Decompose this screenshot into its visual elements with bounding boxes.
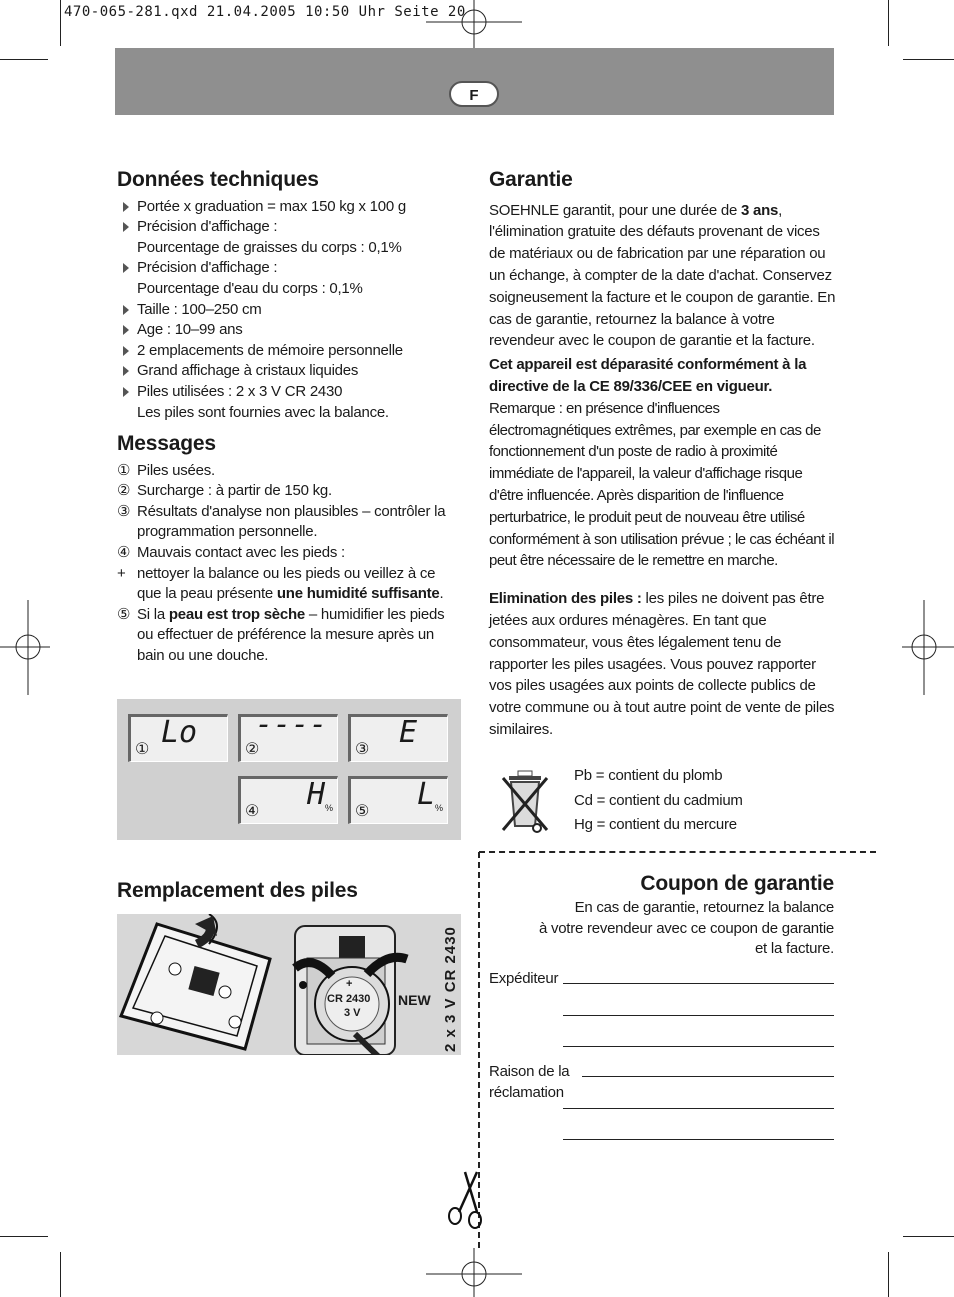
lcd-display: L ⑤ % [348,776,448,824]
lcd-display: H ④ % [238,776,338,824]
message-item: ① Piles usées. [117,461,215,479]
list-item: 2 emplacements de mémoire personnelle [117,341,462,362]
lead-note: Pb = contient du plomb [574,767,723,784]
heavy-metals-list [574,764,743,838]
guarantee-section [489,170,836,741]
coupon-instructions [489,898,834,960]
sender-label: Expéditeur [489,970,559,987]
cell-plus: + [346,978,353,990]
message-item: ③ Résultats d'analyse non plausibles – contrôler la programmation personnelle. [117,502,446,541]
cell-voltage: 3 V [344,1007,361,1019]
guarantee-title: Garantie [489,168,573,191]
coupon-title: Coupon de garantie [640,872,834,895]
coupon-line: En cas de garantie, retournez la balance [574,899,834,916]
message-item: ⑤ Si la peau est trop sèche – humidifier les pieds ou effectuer de préférence la mesure après un bain ou une douche. [117,605,445,664]
reason-label-line: Raison de la [489,1063,570,1080]
crossed-bin-icon [499,768,553,834]
registration-mark-bottom [424,1248,524,1297]
sender-field-line[interactable] [563,983,834,984]
language-badge: F [449,81,499,107]
guarantee-text: SOEHNLE garantit, pour une durée de 3 ans, l'élimination gratuite des défauts provenant de vices de matériaux ou de fabrication par une réparation ou un échange, à compter de la date d'achat. Conservez soigneusement la facture et le coupon de garantie. En cas de garantie, retournez la balance à votre revendeur avec le coupon de garantie et la facture. [489,201,836,350]
scissors-icon [443,1168,483,1230]
messages-section [117,434,462,667]
messages-list [117,461,462,667]
remark-text: Remarque : en présence d'influences électromagnétiques extrêmes, par exemple en cas de fonctionnement d'un poste de radio à proximité immédiate de l'appareil, la valeur d'affichage risque d'être influencée. Après disparition de l'influence perturbatrice, le produit peut de nouveau être utilisé conformément à son utilisation prévue ; le cas échéant il peut être nécessaire de le remettre en marche. [489,399,835,570]
technical-section [117,170,462,423]
cut-line-horizontal [479,851,876,853]
display-illustration [117,699,461,840]
reason-field-line[interactable] [563,1139,834,1140]
message-item: + nettoyer la balance ou les pieds ou veillez à ce que la peau présente une humidité suffisante. [117,564,444,603]
cadmium-note: Cd = contient du cadmium [574,791,743,809]
messages-title: Messages [117,432,216,455]
list-item: Précision d'affichage : Pourcentage de graisses du corps : 0,1% [117,217,462,258]
sender-field-line[interactable] [563,1046,834,1047]
lcd-display: Lo ① [128,714,228,762]
battery-illustration [117,914,461,1055]
list-item: Portée x graduation = max 150 kg x 100 g [117,197,462,218]
reason-field-line[interactable] [563,1108,834,1109]
technical-title: Données techniques [117,168,319,191]
new-label: NEW [398,992,431,1008]
reason-label-line: réclamation [489,1083,564,1101]
registration-mark-top [424,0,524,50]
battery-compartment-icon [117,914,461,1055]
coupon-line: à votre revendeur avec ce coupon de garantie [538,919,834,937]
print-slug: 470-065-281.qxd 21.04.2005 10:50 Uhr Seite 20 [64,4,466,20]
technical-list [117,197,462,424]
list-item: Taille : 100–250 cm [117,300,462,321]
side-label-box [442,919,458,1052]
reason-label [489,1062,569,1103]
message-item: ④ Mauvais contact avec les pieds : [117,543,345,561]
coupon-line: et la facture. [754,940,834,957]
mercury-note: Hg = contient du mercure [574,816,737,833]
registration-mark-left [0,600,50,695]
battery-side-label: 2 x 3 V CR 2430 [442,926,459,1052]
list-item: Age : 10–99 ans [117,320,462,341]
cell-type: CR 2430 [327,993,371,1005]
lcd-display: ---- ② [238,714,338,762]
sender-field-line[interactable] [563,1015,834,1016]
message-item: ② Surcharge : à partir de 150 kg. [117,482,332,500]
list-item: Piles utilisées : 2 x 3 V CR 2430 Les piles sont fournies avec la balance. [117,382,462,423]
compliance-text: Cet appareil est déparasité conformément à la directive de la CE 89/336/CEE en vigueur. [489,356,807,395]
disposal-text: Elimination des piles : les piles ne doivent pas être jetées aux ordures ménagères. En tant que consommateur, vous êtes légalement tenu de rapporter les piles usagées. Vous pouvez rapporter vos piles usagées aux points de collecte publics de votre commune ou à tout autre point de vente de piles similaires. [489,590,835,738]
list-item: Grand affichage à cristaux liquides [117,361,462,382]
reason-field-line[interactable] [582,1076,834,1077]
lcd-display: E ③ [348,714,448,762]
battery-title: Remplacement des piles [117,879,358,902]
list-item: Précision d'affichage : Pourcentage d'eau du corps : 0,1% [117,258,462,299]
registration-mark-right [902,600,954,695]
